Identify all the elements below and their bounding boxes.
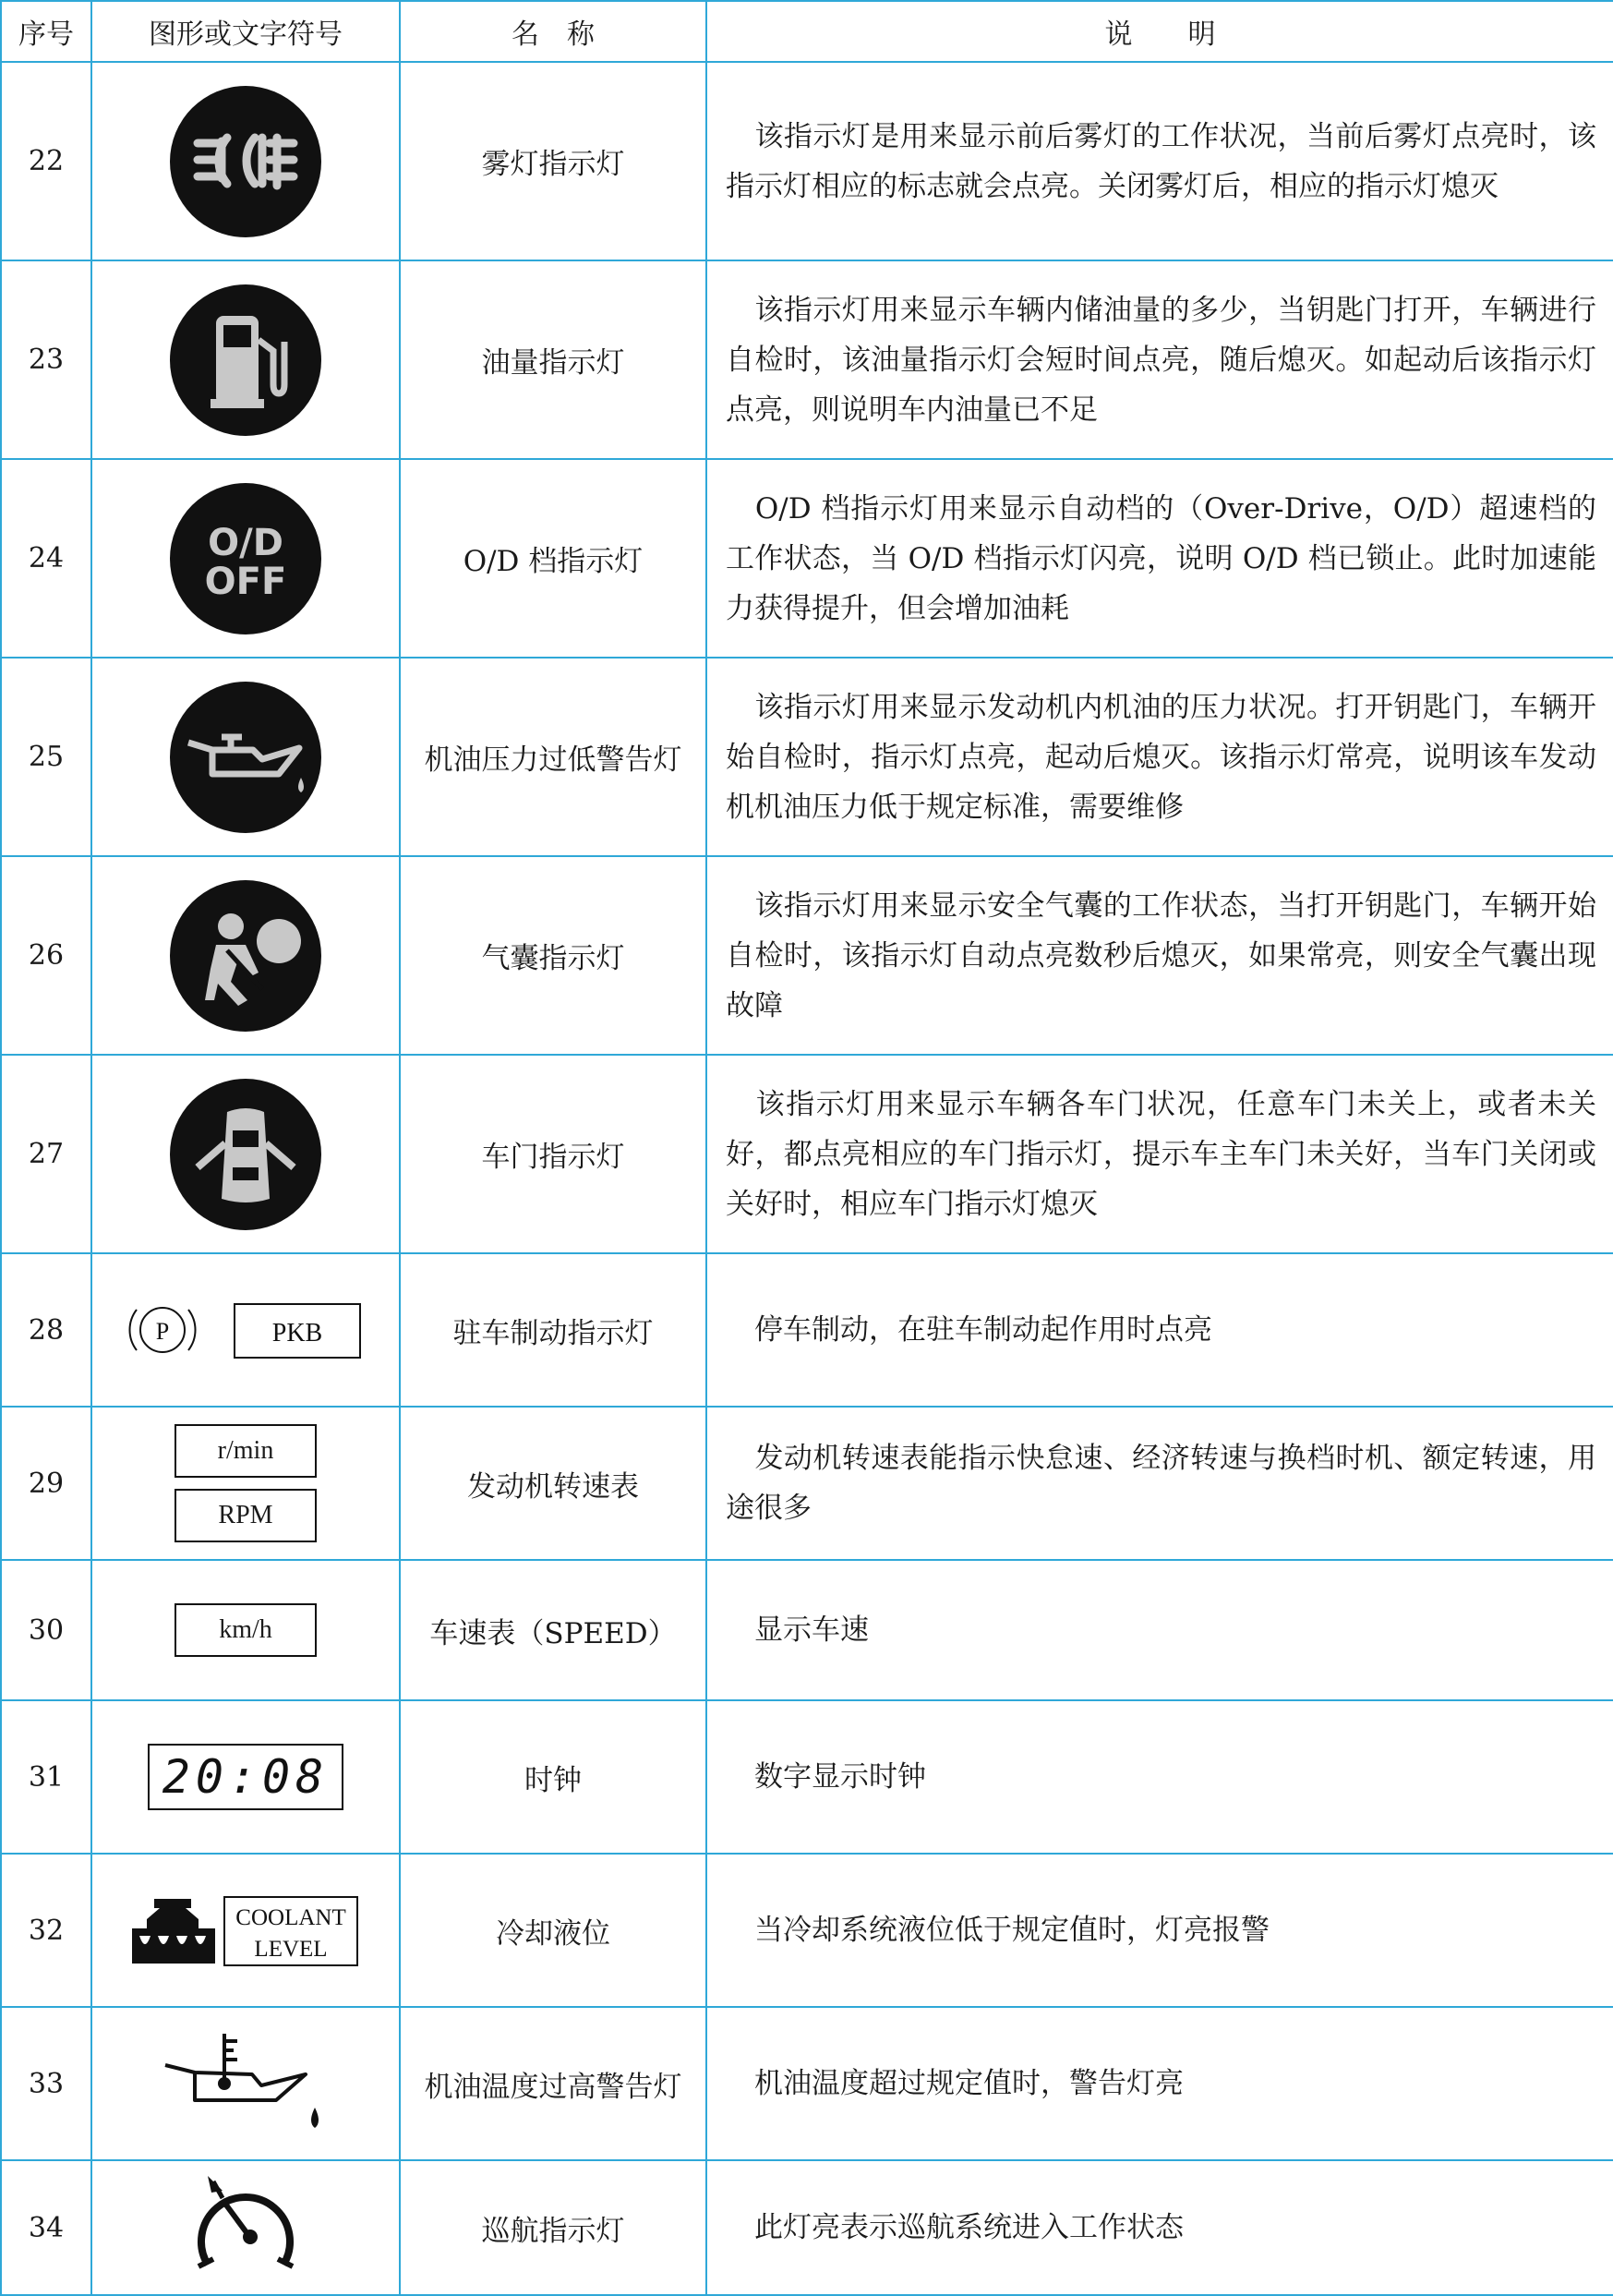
indicator-description: 机油温度超过规定值时，警告灯亮 xyxy=(706,2007,1613,2160)
table-row xyxy=(1,2007,1613,2160)
indicator-name: 雾灯指示灯 xyxy=(400,62,706,260)
row-number: 34 xyxy=(1,2160,91,2295)
row-number: 26 xyxy=(1,856,91,1055)
indicator-description: 停车制动，在驻车制动起作用时点亮 xyxy=(706,1253,1613,1407)
symbol-cell xyxy=(91,1253,400,1407)
row-number: 24 xyxy=(1,459,91,658)
fog-light-icon xyxy=(170,86,321,237)
symbol-cell xyxy=(91,260,400,459)
symbol-cell xyxy=(91,1700,400,1854)
symbol-cell xyxy=(91,2007,400,2160)
symbol-cell xyxy=(91,1055,400,1253)
coolant-label: COOLANT xyxy=(235,1905,346,1930)
header-name: 名 称 xyxy=(400,1,706,62)
clock-time: 20:08 xyxy=(162,1750,330,1804)
pkb-label: PKB xyxy=(271,1319,323,1347)
table-row xyxy=(1,459,1613,658)
indicator-name: O/D 档指示灯 xyxy=(400,459,706,658)
row-number: 29 xyxy=(1,1407,91,1560)
symbol-cell xyxy=(91,2160,400,2295)
level-label: LEVEL xyxy=(254,1937,328,1962)
symbol-cell xyxy=(91,1407,400,1560)
parking-brake-icon xyxy=(126,1293,366,1367)
header-symbol: 图形或文字符号 xyxy=(91,1,400,62)
table-row xyxy=(1,1560,1613,1700)
coolant-level-icon xyxy=(130,1891,361,1969)
table-row xyxy=(1,1055,1613,1253)
symbol-cell xyxy=(91,1854,400,2007)
table-row xyxy=(1,856,1613,1055)
indicator-name: 时钟 xyxy=(400,1700,706,1854)
indicator-description: 此灯亮表示巡航系统进入工作状态 xyxy=(706,2160,1613,2295)
car-door-icon xyxy=(170,1079,321,1230)
indicator-name: 油量指示灯 xyxy=(400,260,706,459)
indicator-name: 车门指示灯 xyxy=(400,1055,706,1253)
indicator-description: 该指示灯用来显示车辆各车门状况，任意车门未关上，或者未关好，都点亮相应的车门指示灯，提示车主车门未关好，当车门关闭或关好时，相应车门指示灯熄灭 xyxy=(706,1055,1613,1253)
od-off-icon xyxy=(170,483,321,634)
indicator-description: 该指示灯用来显示发动机内机油的压力状况。打开钥匙门，车辆开始自检时，指示灯点亮，起动后熄灭。该指示灯常亮，说明该车发动机机油压力低于规定标准，需要维修 xyxy=(706,658,1613,856)
indicator-description: O/D 档指示灯用来显示自动档的（Over-Drive，O/D）超速档的工作状态，当 O/D 档指示灯闪亮，说明 O/D 档已锁止。此时加速能力获得提升，但会增加油耗 xyxy=(706,459,1613,658)
header-description: 说 明 xyxy=(706,1,1613,62)
row-number: 30 xyxy=(1,1560,91,1700)
header-number: 序号 xyxy=(1,1,91,62)
row-number: 28 xyxy=(1,1253,91,1407)
row-number: 27 xyxy=(1,1055,91,1253)
airbag-icon xyxy=(170,880,321,1032)
table-row xyxy=(1,260,1613,459)
row-number: 22 xyxy=(1,62,91,260)
row-number: 25 xyxy=(1,658,91,856)
table-row xyxy=(1,2160,1613,2295)
row-number: 33 xyxy=(1,2007,91,2160)
indicator-name: 车速表（SPEED） xyxy=(400,1560,706,1700)
indicator-description: 发动机转速表能指示快怠速、经济转速与换档时机、额定转速，用途很多 xyxy=(706,1407,1613,1560)
table-row xyxy=(1,1407,1613,1560)
row-number: 23 xyxy=(1,260,91,459)
table-row xyxy=(1,1253,1613,1407)
indicator-description: 该指示灯用来显示安全气囊的工作状态，当打开钥匙门，车辆开始自检时，该指示灯自动点亮数秒后熄灭，如果常亮，则安全气囊出现故障 xyxy=(706,856,1613,1055)
indicator-name: 气囊指示灯 xyxy=(400,856,706,1055)
table-row xyxy=(1,1854,1613,2007)
indicator-name: 驻车制动指示灯 xyxy=(400,1253,706,1407)
rmin-label: r/min xyxy=(175,1424,317,1478)
indicator-description: 该指示灯是用来显示前后雾灯的工作状况，当前后雾灯点亮时，该指示灯相应的标志就会点亮。关闭雾灯后，相应的指示灯熄灭 xyxy=(706,62,1613,260)
indicator-name: 巡航指示灯 xyxy=(400,2160,706,2295)
symbol-cell xyxy=(91,658,400,856)
rpm-label: RPM xyxy=(175,1489,317,1542)
table-row xyxy=(1,62,1613,260)
indicator-name: 机油压力过低警告灯 xyxy=(400,658,706,856)
symbol-cell xyxy=(91,1560,400,1700)
row-number: 32 xyxy=(1,1854,91,2007)
oil-temperature-icon xyxy=(158,2028,333,2139)
indicator-name: 发动机转速表 xyxy=(400,1407,706,1560)
p-label: P xyxy=(155,1318,170,1345)
indicator-name: 机油温度过高警告灯 xyxy=(400,2007,706,2160)
symbol-cell xyxy=(91,62,400,260)
indicator-description: 显示车速 xyxy=(706,1560,1613,1700)
cruise-control-icon xyxy=(186,2172,306,2283)
od-label: O/D xyxy=(208,521,283,564)
fuel-pump-icon xyxy=(170,284,321,436)
symbol-cell xyxy=(91,459,400,658)
off-label: OFF xyxy=(204,560,287,603)
symbol-cell xyxy=(91,856,400,1055)
indicator-description: 数字显示时钟 xyxy=(706,1700,1613,1854)
speed-label-icon: km/h xyxy=(175,1603,317,1657)
header-row xyxy=(1,1,1613,62)
digital-clock-icon xyxy=(147,1743,344,1811)
indicator-name: 冷却液位 xyxy=(400,1854,706,2007)
table-row xyxy=(1,1700,1613,1854)
indicator-description: 该指示灯用来显示车辆内储油量的多少，当钥匙门打开，车辆进行自检时，该油量指示灯会短时间点亮，随后熄灭。如起动后该指示灯点亮，则说明车内油量已不足 xyxy=(706,260,1613,459)
indicator-description: 当冷却系统液位低于规定值时，灯亮报警 xyxy=(706,1854,1613,2007)
oil-can-icon xyxy=(170,682,321,833)
row-number: 31 xyxy=(1,1700,91,1854)
table-row xyxy=(1,658,1613,856)
tachometer-label-icon xyxy=(175,1424,317,1542)
